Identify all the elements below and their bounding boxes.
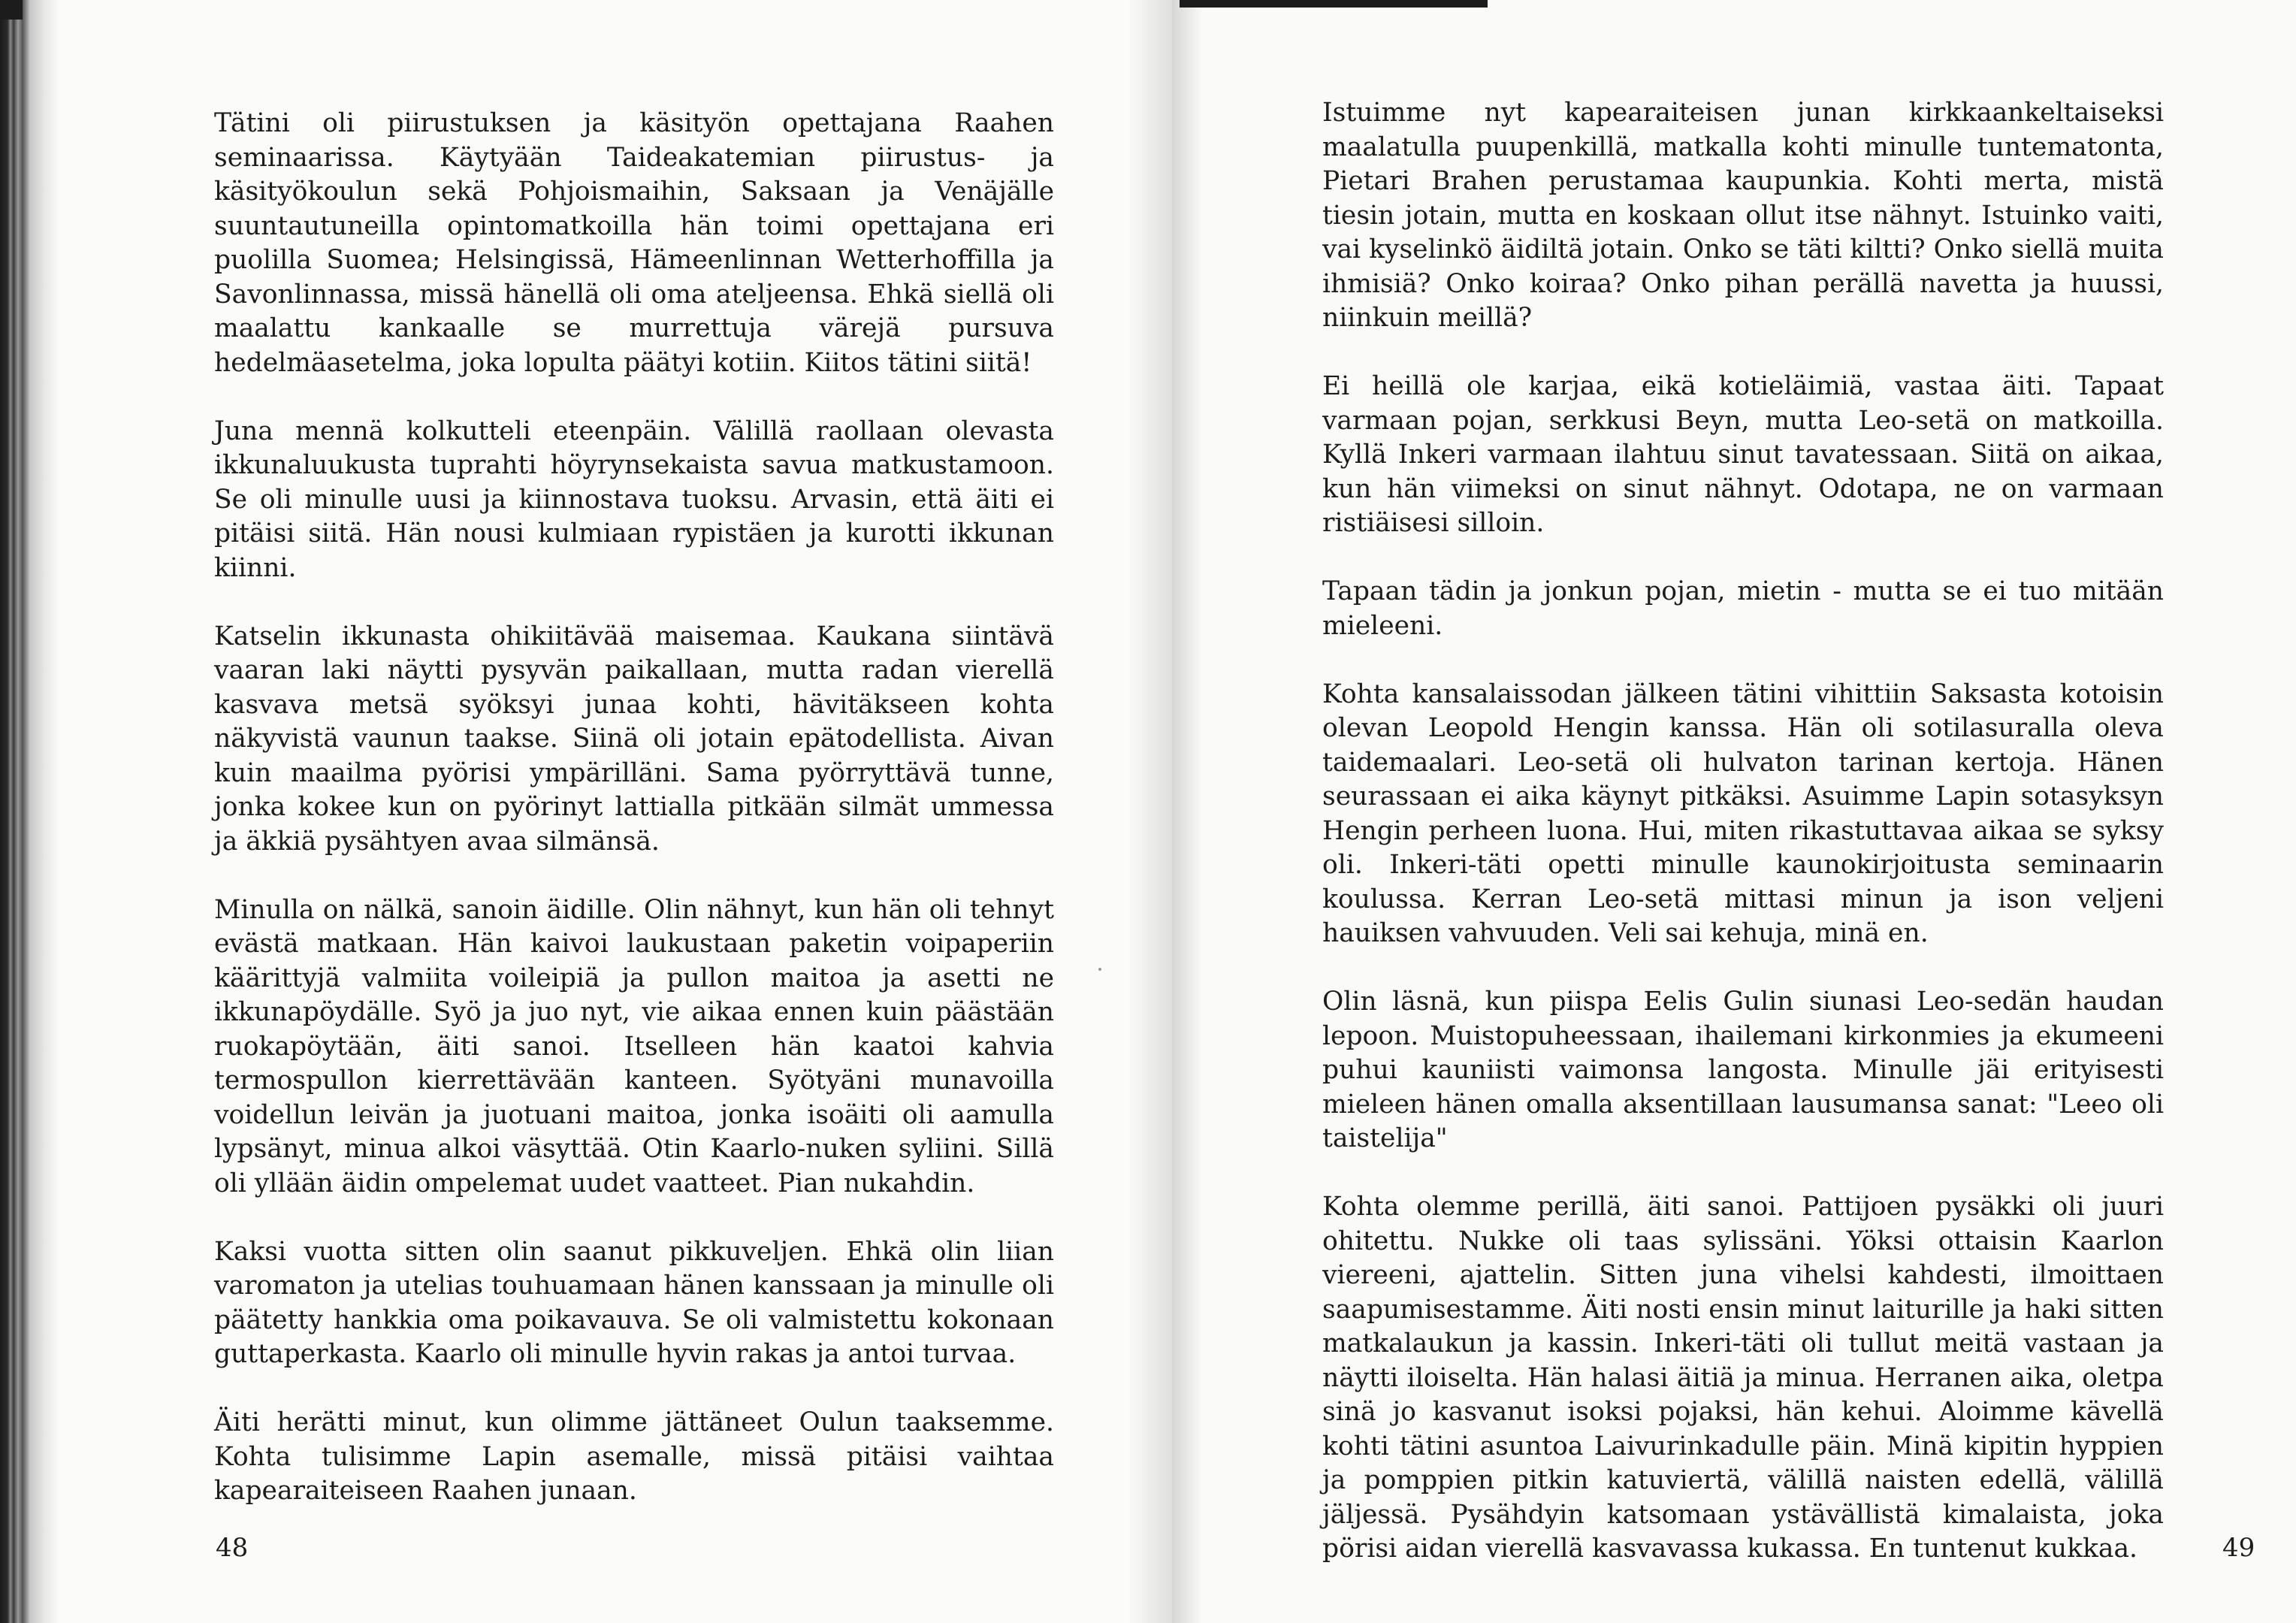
paragraph: Juna mennä kolkutteli eteenpäin. Välillä raollaan olevasta ikkunaluukusta tuprahti höyrynsekaista savua matkustamoon. Se oli minulle uusi ja kiinnostava tuoksu. Arvasin, että äiti ei pitäisi siitä. Hän nousi kulmiaan rypistäen ja kurotti ikkunan kiinni. bbox=[214, 416, 1054, 583]
page-number-right: 49 bbox=[2222, 1533, 2255, 1563]
paragraph: Minulla on nälkä, sanoin äidille. Olin nähnyt, kun hän oli tehnyt evästä matkaan. Hän kaivoi laukustaan paketin voipaperiin käärittyjä valmiita voileipiä ja pullon maitoa ja asetti ne ikkunapöydälle. Syö ja juo nyt, vie aikaa ennen kuin päästään ruokapöytään, äiti sanoi. Itselleen hän kaatoi kahvia termospullon kierrettävään kanteen. Syötyäni munavoilla voidellun leivän ja juotuani maitoa, jonka isoäiti oli aamulla lypsänyt, minua alkoi väsyttää. Otin Kaarlo-nuken syliini. Sillä oli yllään äidin ompelemat uudet vaatteet. Pian nukahdin. bbox=[214, 894, 1054, 1198]
scan-top-mark bbox=[1180, 0, 1488, 8]
paragraph: Istuimme nyt kapearaiteisen junan kirkkaankeltaiseksi maalatulla puupenkillä, matkalla kohti minulle tuntematonta, Pietari Brahen perustamaa kaupunkia. Kohti merta, mistä tiesin jotain, mutta en koskaan ollut itse nähnyt. Istuinko vaiti, vai kyselinkö äidiltä jotain. Onko se täti kiltti? Onko siellä muita ihmisiä? Onko koiraa? Onko pihan perällä navetta ja huussi, niinkuin meillä? bbox=[1322, 98, 2164, 333]
paragraph: Ei heillä ole karjaa, eikä kotieläimiä, vastaa äiti. Tapaat varmaan pojan, serkkusi Beyn, mutta Leo-setä on matkoilla. Kyllä Inkeri varmaan ilahtuu sinut tavatessaan. Siitä on aikaa, kun hän viimeksi on sinut nähnyt. Odotapa, ne on varmaan ristiäisesi silloin. bbox=[1322, 371, 2164, 538]
right-page-text bbox=[1322, 96, 2164, 1567]
paragraph: Äiti herätti minut, kun olimme jättäneet Oulun taaksemme. Kohta tulisimme Lapin asemalle, missä pitäisi vaihtaa kapearaiteiseen Raahen junaan. bbox=[214, 1407, 1054, 1506]
right-page bbox=[1172, 0, 2296, 1623]
paragraph: Olin läsnä, kun piispa Eelis Gulin siunasi Leo-sedän haudan lepoon. Muistopuheessaan, ihailemani kirkonmies ja ekumeeni puhui kauniisti vaimonsa langosta. Minulle jäi erityisesti mieleen hänen omalla aksentillaan lausumansa sanat: "Leeo oli taistelija" bbox=[1322, 987, 2164, 1153]
paragraph: Kohta kansalaissodan jälkeen tätini vihittiin Saksasta kotoisin olevan Leopold Hengin kanssa. Hän oli sotilasuralla oleva taidemaalari. Leo-setä oli hulvaton tarinan kertoja. Hänen seurassaan ei aika käynyt pitkäksi. Asuimme Lapin sotasyksyn Hengin perheen luona. Hui, miten rikastuttavaa aikaa se syksy oli. Inkeri-täti opetti minulle kaunokirjoitusta seminaarin koulussa. Kerran Leo-setä mittasi minun ja ison veljeni hauiksen vahvuuden. Veli sai kehuja, minä en. bbox=[1322, 679, 2164, 948]
paragraph: Katselin ikkunasta ohikiitävää maisemaa. Kaukana siintävä vaaran laki näytti pysyvän paikallaan, mutta radan vierellä kasvava metsä syöksyi junaa kohti, hävitäkseen kohta näkyvistä vaunun taakse. Siinä oli jotain epätodellista. Aivan kuin maailma pyörisi ympärilläni. Sama pyörryttävä tunne, jonka kokee kun on pyörinyt lattialla pitkään silmät ummessa ja äkkiä pysähtyen avaa silmänsä. bbox=[214, 621, 1054, 857]
gutter-shadow-left bbox=[1127, 0, 1172, 1623]
page-number-left: 48 bbox=[216, 1533, 249, 1563]
left-page-text bbox=[214, 107, 1054, 1509]
paragraph: Tapaan tädin ja jonkun pojan, mietin - mutta se ei tuo mitään mieleeni. bbox=[1322, 576, 2164, 641]
paragraph: Tätini oli piirustuksen ja käsityön opettajana Raahen seminaarissa. Käytyään Taideakatemian piirustus- ja käsityökoulun sekä Pohjoismaihin, Saksaan ja Venäjälle suuntautuneilla opintomatkoilla hän toimi opettajana eri puolilla Suomea; Helsingissä, Hämeenlinnan Wetterhoffilla ja Savonlinnassa, missä hänellä oli oma ateljeensa. Ehkä siellä oli maalattu kankaalle se murrettuja värejä pursuva hedelmäasetelma, joka lopulta päätyi kotiin. Kiitos tätini siitä! bbox=[214, 108, 1054, 378]
gutter-shadow-right bbox=[1172, 0, 1202, 1623]
scan-corner-mark bbox=[0, 0, 23, 20]
paragraph: Kaksi vuotta sitten olin saanut pikkuveljen. Ehkä olin liian varomaton ja utelias touhuamaan hänen kanssaan ja minulle oli päätetty hankkia oma poikavauva. Se oli valmistettu kokonaan guttaperkasta. Kaarlo oli minulle hyvin rakas ja antoi turvaa. bbox=[214, 1236, 1054, 1369]
paragraph: Kohta olemme perillä, äiti sanoi. Pattijoen pysäkki oli juuri ohitettu. Nukke oli taas sylissäni. Yöksi ottaisin Kaarlon viereeni, ajattelin. Sitten juna vihelsi kahdesti, ilmoittaen saapumisestamme. Äiti nosti ensin minut laiturille ja haki sitten matkalaukun ja kassin. Inkeri-täti oli tullut meitä vastaan ja näytti iloiselta. Hän halasi äitiä ja minua. Herranen aika, oletpa sinä jo kasvanut isoksi pojaksi, hän kehui. Aloimme kävellä kohti tätini asuntoa Laivurinkadulle päin. Minä kipitin hyppien ja pomppien pitkin katuviertä, välillä naisten edellä, välillä jäljessä. Pysähdyin katsomaan ystävällistä kimalaista, joka pörisi aidan vierellä kasvavassa kukassa. En tuntenut kukkaa. bbox=[1322, 1192, 2164, 1564]
dust-speck bbox=[1098, 968, 1101, 971]
book-spine-edge bbox=[0, 0, 59, 1623]
